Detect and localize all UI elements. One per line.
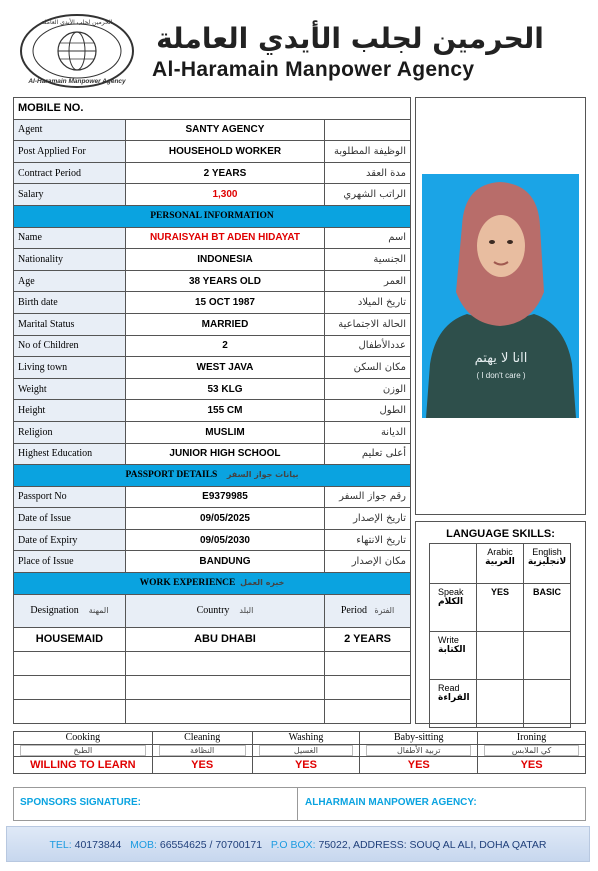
personal-section-title: PERSONAL INFORMATION — [14, 205, 411, 227]
issue-place-label: Place of Issue — [14, 551, 126, 573]
skill-value-babysitting: YES — [360, 757, 478, 774]
weight-value: 53 KLG — [125, 378, 324, 400]
applicant-form — [13, 97, 411, 724]
town-label: Living town — [14, 357, 126, 379]
photo-frame — [415, 97, 586, 515]
mobile-label: MOBILE NO. — [14, 98, 411, 120]
marital-label-ar: الحالة الاجتماعية — [325, 313, 411, 335]
work-country: ABU DHABI — [125, 627, 324, 651]
age-label: Age — [14, 270, 126, 292]
period-header: Period الفترة — [325, 594, 411, 627]
age-value: 38 YEARS OLD — [125, 270, 324, 292]
lang-row-speak: Speak الكلام — [430, 584, 477, 632]
work-empty-cell — [14, 699, 126, 723]
agency-title-arabic: الحرمين لجلب الأيدي العاملة — [156, 22, 544, 55]
po-value: 75022, ADDRESS: SOUQ AL ALI, DOHA QATAR — [318, 839, 547, 851]
passport-section-title — [14, 465, 411, 487]
agent-label: Agent — [14, 119, 126, 141]
education-value: JUNIOR HIGH SCHOOL — [125, 443, 324, 465]
height-label-ar: الطول — [325, 400, 411, 422]
marital-value: MARRIED — [125, 313, 324, 335]
issue-date-value: 09/05/2025 — [125, 508, 324, 530]
post-label-ar: الوظيفة المطلوبة — [325, 141, 411, 163]
applicant-photo — [422, 174, 579, 418]
read-english-value — [524, 680, 571, 728]
children-value: 2 — [125, 335, 324, 357]
salary-value: 1,300 — [125, 184, 324, 206]
skills-table — [13, 731, 586, 774]
designation-header: Designation المهنة — [14, 594, 126, 627]
po-label: P.O BOX: — [270, 839, 316, 851]
shirt-text-en: ( I don't care ) — [476, 371, 526, 380]
salary-label: Salary — [14, 184, 126, 206]
post-value: HOUSEHOLD WORKER — [125, 141, 324, 163]
contract-label: Contract Period — [14, 162, 126, 184]
language-skills-title: LANGUAGE SKILLS: — [446, 528, 555, 540]
religion-label: Religion — [14, 421, 126, 443]
children-label-ar: عددالأطفال — [325, 335, 411, 357]
issue-date-label-ar: تاريخ الإصدار — [325, 508, 411, 530]
lang-col-english: English لانجليزية — [524, 544, 571, 584]
birthdate-label: Birth date — [14, 292, 126, 314]
mob-value: 66554625 / 70700171 — [159, 839, 263, 851]
passport-no-label: Passport No — [14, 486, 126, 508]
work-section-title — [14, 573, 411, 595]
skill-name-ar-cleaning: النظافة — [152, 745, 252, 757]
agency-signature-label: ALHARMAIN MANPOWER AGENCY: — [305, 797, 477, 808]
children-label: No of Children — [14, 335, 126, 357]
work-designation: HOUSEMAID — [14, 627, 126, 651]
work-empty-cell — [325, 675, 411, 699]
lang-row-read: Read القراءة — [430, 680, 477, 728]
work-title-ar: خبره العمل — [240, 578, 285, 588]
town-value: WEST JAVA — [125, 357, 324, 379]
skill-value-cleaning: YES — [152, 757, 252, 774]
skill-value-ironing: YES — [478, 757, 586, 774]
sponsor-signature-label: SPONSORS SIGNATURE: — [20, 797, 141, 808]
birthdate-label-ar: تاريخ الميلاد — [325, 292, 411, 314]
passport-title-en: PASSPORT DETAILS — [125, 470, 218, 481]
nationality-value: INDONESIA — [125, 249, 324, 271]
passport-no-label-ar: رقم جواز السفر — [325, 486, 411, 508]
shirt-text-ar: اانا لا يهتم — [474, 351, 528, 366]
agent-label-ar — [325, 119, 411, 141]
write-arabic-value — [477, 632, 524, 680]
contract-value: 2 YEARS — [125, 162, 324, 184]
skill-name-ar-washing: الغسيل — [252, 745, 360, 757]
skill-name-ar-cooking: الطبخ — [14, 745, 153, 757]
passport-no-value: E9379985 — [125, 486, 324, 508]
mob-label: MOB: — [130, 839, 157, 851]
language-table — [429, 543, 571, 728]
expiry-date-label: Date of Expiry — [14, 529, 126, 551]
skill-name-ar-ironing: كي الملابس — [478, 745, 586, 757]
religion-value: MUSLIM — [125, 421, 324, 443]
age-label-ar: العمر — [325, 270, 411, 292]
footer-contact — [6, 826, 590, 862]
work-empty-cell — [325, 699, 411, 723]
work-empty-cell — [14, 675, 126, 699]
skill-name-ar-babysitting: تربية الأطفال — [360, 745, 478, 757]
nationality-label-ar: الجنسية — [325, 249, 411, 271]
header — [0, 0, 598, 92]
religion-label-ar: الديانة — [325, 421, 411, 443]
speak-english-value: BASIC — [524, 584, 571, 632]
issue-date-label: Date of Issue — [14, 508, 126, 530]
work-empty-cell — [125, 675, 324, 699]
height-label: Height — [14, 400, 126, 422]
agency-logo — [18, 12, 136, 90]
education-label: Highest Education — [14, 443, 126, 465]
skill-name-ironing: Ironing — [478, 732, 586, 745]
read-arabic-value — [477, 680, 524, 728]
logo-text-ar: الحرمين لجلب الأيدي العاملة — [41, 19, 113, 26]
name-label: Name — [14, 227, 126, 249]
education-label-ar: أعلى تعليم — [325, 443, 411, 465]
birthdate-value: 15 OCT 1987 — [125, 292, 324, 314]
expiry-date-value: 09/05/2030 — [125, 529, 324, 551]
language-skills-box — [415, 521, 586, 724]
weight-label: Weight — [14, 378, 126, 400]
issue-place-value: BANDUNG — [125, 551, 324, 573]
skill-name-cooking: Cooking — [14, 732, 153, 745]
speak-arabic-value: YES — [477, 584, 524, 632]
issue-place-label-ar: مكان الإصدار — [325, 551, 411, 573]
contract-label-ar: مدة العقد — [325, 162, 411, 184]
weight-label-ar: الوزن — [325, 378, 411, 400]
lang-corner — [430, 544, 477, 584]
lang-col-arabic: Arabic العربية — [477, 544, 524, 584]
lang-row-write: Write الكتابة — [430, 632, 477, 680]
work-title-en: WORK EXPERIENCE — [139, 578, 236, 589]
tel-label: TEL: — [49, 839, 72, 851]
town-label-ar: مكان السكن — [325, 357, 411, 379]
work-period: 2 YEARS — [325, 627, 411, 651]
agency-title-english: Al-Haramain Manpower Agency — [152, 58, 475, 81]
tel-value: 40173844 — [74, 839, 122, 851]
work-empty-cell — [325, 651, 411, 675]
name-value: NURAISYAH BT ADEN HIDAYAT — [125, 227, 324, 249]
marital-label: Marital Status — [14, 313, 126, 335]
post-label: Post Applied For — [14, 141, 126, 163]
skill-value-cooking: WILLING TO LEARN — [14, 757, 153, 774]
agent-value: SANTY AGENCY — [125, 119, 324, 141]
skill-name-cleaning: Cleaning — [152, 732, 252, 745]
country-header: Country البلد — [125, 594, 324, 627]
salary-label-ar: الراتب الشهري — [325, 184, 411, 206]
name-label-ar: اسم — [325, 227, 411, 249]
nationality-label: Nationality — [14, 249, 126, 271]
skill-value-washing: YES — [252, 757, 360, 774]
skill-name-babysitting: Baby-sitting — [360, 732, 478, 745]
expiry-date-label-ar: تاريخ الانتهاء — [325, 529, 411, 551]
logo-text-en: Al-Haramain Manpower Agency — [28, 78, 126, 85]
skill-name-washing: Washing — [252, 732, 360, 745]
work-empty-cell — [125, 699, 324, 723]
signature-divider — [297, 788, 298, 820]
work-empty-cell — [125, 651, 324, 675]
work-empty-cell — [14, 651, 126, 675]
signature-box — [13, 787, 586, 821]
height-value: 155 CM — [125, 400, 324, 422]
write-english-value — [524, 632, 571, 680]
passport-title-ar: بيانات جواز السفر — [226, 470, 299, 480]
